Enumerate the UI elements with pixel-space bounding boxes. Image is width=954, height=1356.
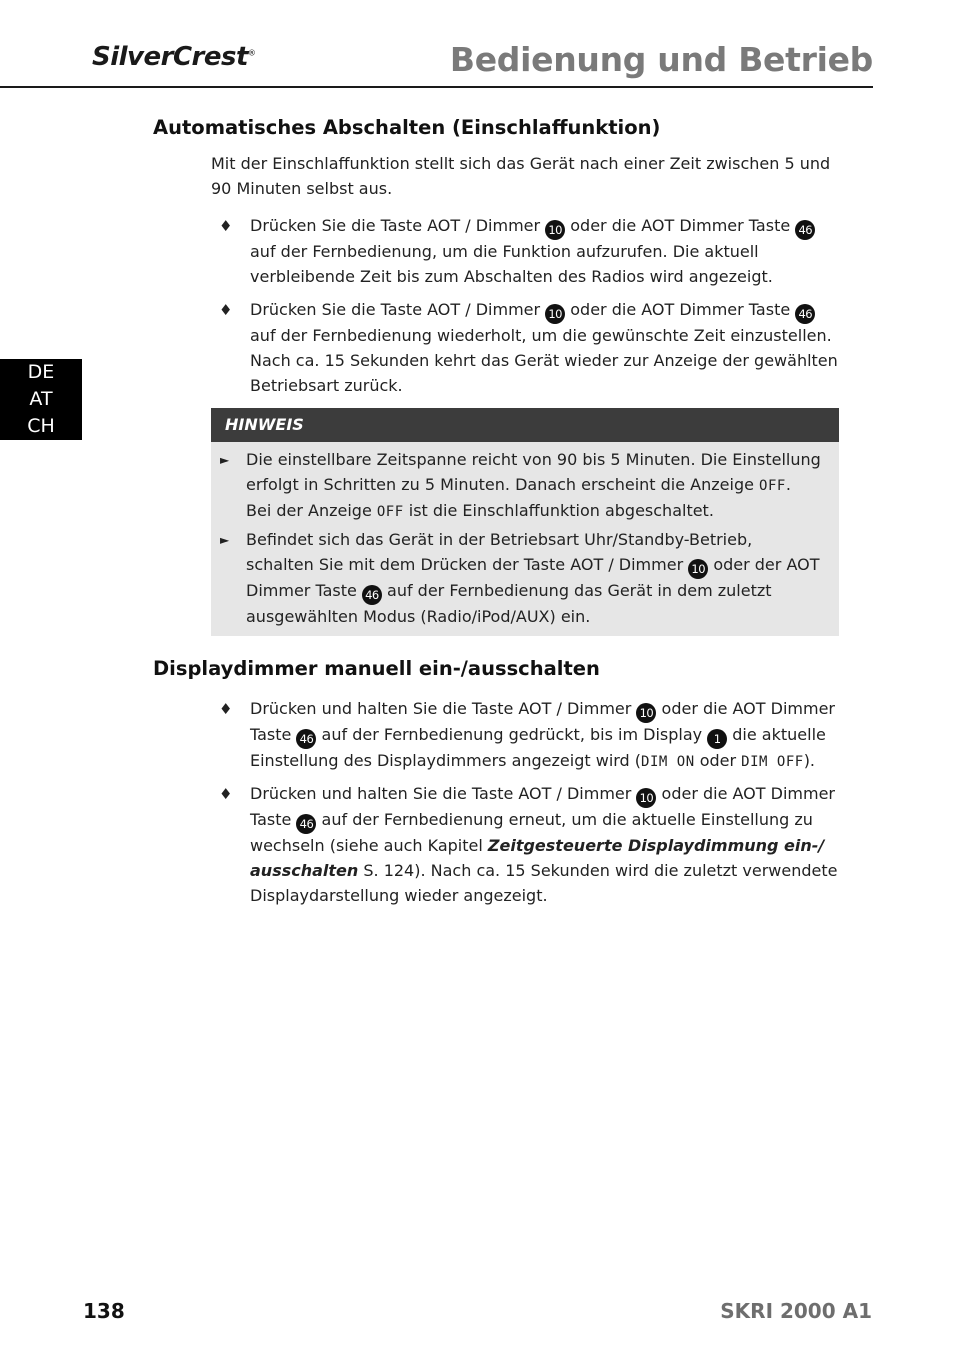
model-name: SKRI 2000 A1 [720,1299,872,1323]
language-de: DE [27,361,55,383]
section-title-display-dimmer: Displaydimmer manuell ein-/ausschalten [153,657,600,680]
callout-number: 46 [296,814,316,834]
list-item-text [250,782,840,908]
display-readout: DIM OFF [741,754,804,770]
text-run: auf der Fernbedienung wiederholt, um die gewünschte Zeit einzustellen. Nach ca. 15 Sekunden kehrt das Gerät wieder zur Anzeige der gewählten Betriebsart zurück. [250,326,838,395]
registered-mark: ® [247,48,256,58]
brand-logo [92,42,255,72]
text-run: auf der Fernbedienung, um die Funktion aufzurufen. Die aktuell verbleibende Zeit bis zum Abschalten des Radios wird angezeigt. [250,242,773,286]
language-at: AT [29,388,53,410]
text-run: Drücken und halten Sie die Taste AOT / Dimmer [250,784,637,803]
text-run: . Bei der Anzeige [246,474,791,520]
note-item-text [246,528,821,630]
list-item-text [250,697,840,775]
note-header [211,408,839,442]
page-title: Bedienung und Betrieb [449,40,873,79]
text-run: oder [694,751,742,770]
diamond-bullet-icon: ♦ [219,217,233,235]
brand-name: SilverCrest [92,42,248,72]
chapter-reference: Zeitgesteuerte Displaydimmung ein-/ ausschalten [250,836,825,880]
callout-number: 46 [296,729,316,749]
text-run: ist die Einschlaffunktion abgeschaltet. [403,500,714,520]
page-header [0,30,873,88]
language-tab [0,359,82,440]
section-intro: Mit der Einschlaffunktion stellt sich das Gerät nach einer Zeit zwischen 5 und 90 Minuten selbst aus. [211,154,831,198]
callout-number: 10 [688,559,708,579]
text-run: Befindet sich das Gerät in der Betriebsart Uhr/Standby-Betrieb, schalten Sie mit dem Drücken der Taste AOT / Dimmer [246,530,753,574]
page-number: 138 [83,1299,125,1323]
text-run: Drücken Sie die Taste AOT / Dimmer [250,216,546,235]
diamond-bullet-icon: ♦ [219,700,233,718]
text-run: oder die AOT Dimmer Taste [250,699,835,744]
callout-number: 10 [636,788,656,808]
display-readout: DIM ON [641,754,695,770]
text-run: Drücken Sie die Taste AOT / Dimmer [250,300,546,319]
language-ch: CH [27,415,55,437]
text-run: auf der Fernbedienung gedrückt, bis im Display [316,725,708,744]
list-item-text [250,214,840,290]
text-run: oder der AOT Dimmer Taste [246,554,820,600]
callout-number: 10 [636,703,656,723]
arrow-right-icon: ► [220,533,230,547]
callout-number: 1 [707,729,727,749]
callout-number: 10 [545,220,565,240]
text-run: oder die AOT Dimmer Taste [565,300,796,319]
text-run: Drücken und halten Sie die Taste AOT / Dimmer [250,699,637,718]
note-item-text [246,448,821,524]
list-item-text [250,298,840,398]
diamond-bullet-icon: ♦ [219,301,233,319]
callout-number: 46 [795,304,815,324]
text-run: die aktuelle Einstellung des Displaydimmers angezeigt wird ( [250,725,826,770]
text-run: S. 124). Nach ca. 15 Sekunden wird die zuletzt verwendete Displaydarstellung wieder angezeigt. [250,860,838,905]
callout-number: 10 [545,304,565,324]
diamond-bullet-icon: ♦ [219,785,233,803]
text-run: oder die AOT Dimmer Taste [250,784,835,829]
section-title-sleep-timer: Automatisches Abschalten (Einschlaffunktion) [153,116,661,139]
text-run: auf der Fernbedienung erneut, um die aktuelle Einstellung zu wechseln (siehe auch Kapitel [250,810,813,855]
display-readout: OFF [376,503,404,520]
arrow-right-icon: ► [220,453,230,467]
text-run: Die einstellbare Zeitspanne reicht von 90 bis 5 Minuten. Die Einstellung erfolgt in Schritten zu 5 Minuten. Danach erscheint die Anzeige [246,450,821,494]
display-readout: OFF [759,477,786,494]
text-run: auf der Fernbedienung das Gerät in dem zuletzt ausgewählten Modus (Radio/iPod/AUX) ein. [246,580,772,626]
note-body [211,442,839,636]
callout-number: 46 [795,220,815,240]
text-run: ). [803,751,816,770]
text-run: oder die AOT Dimmer Taste [565,216,796,235]
note-label: HINWEIS [225,415,304,434]
callout-number: 46 [362,585,382,605]
